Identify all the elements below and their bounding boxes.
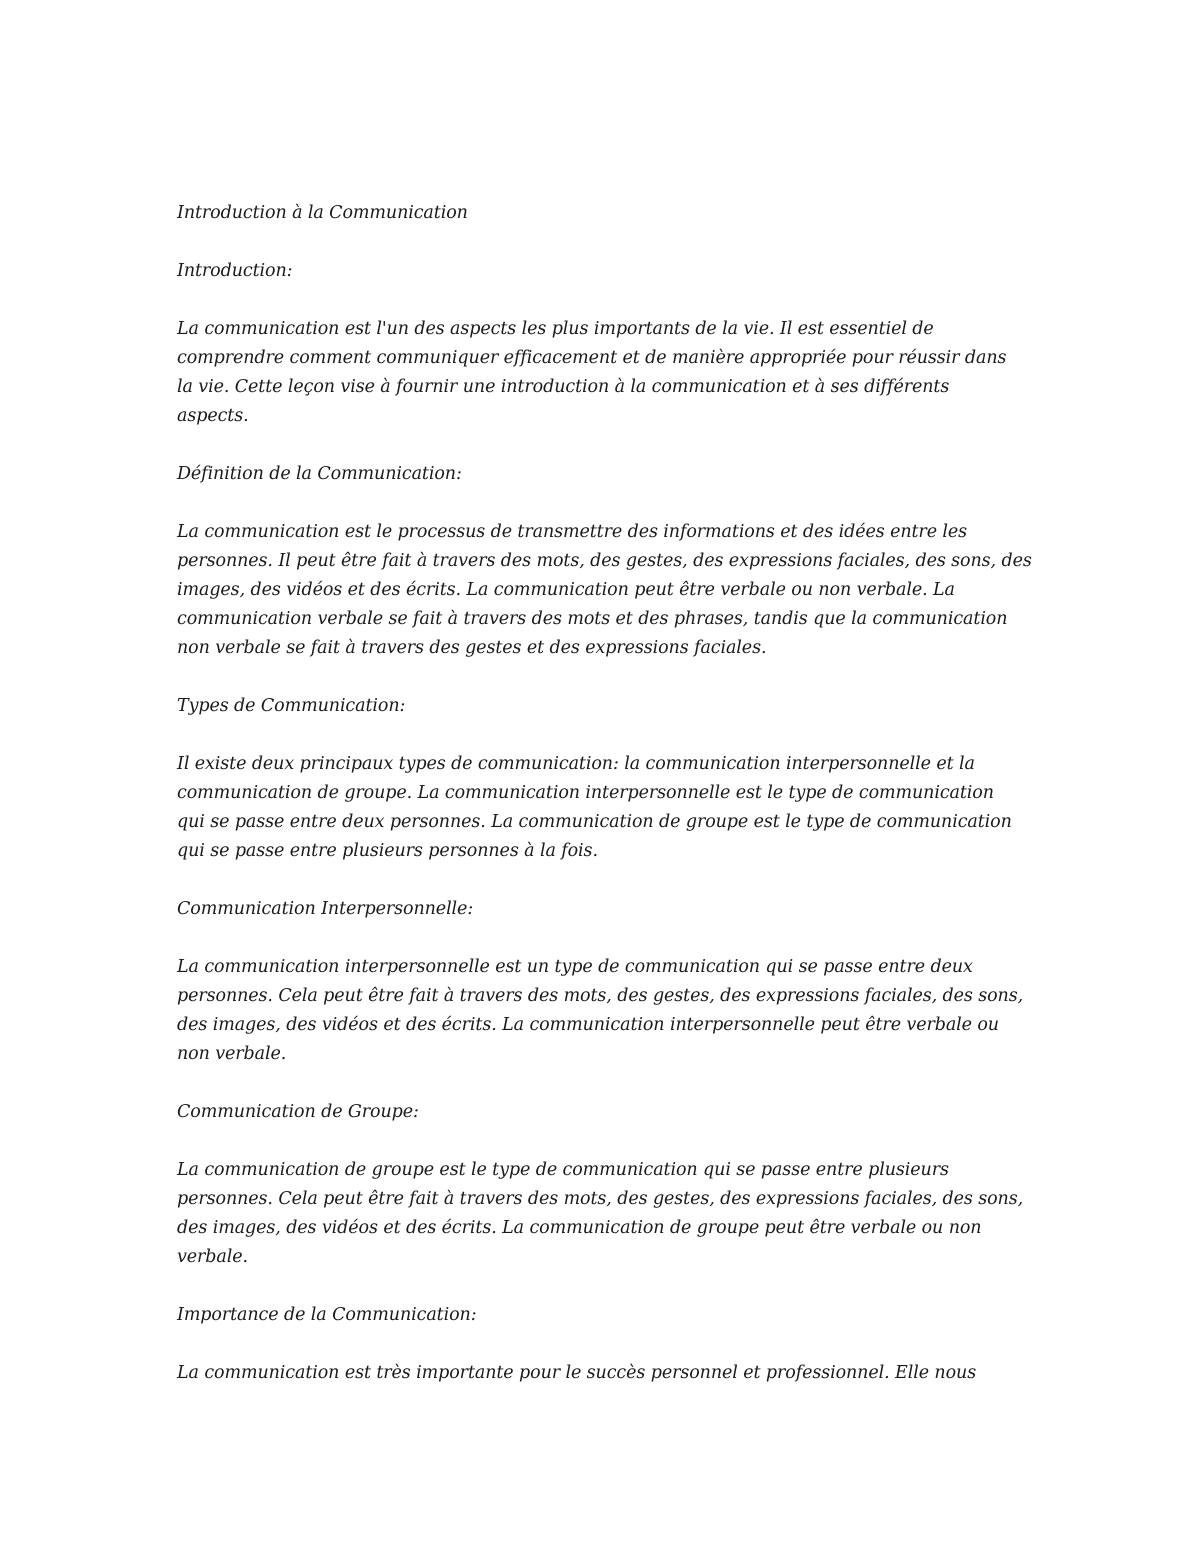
paragraph-spacer [177, 663, 1027, 692]
text-line: qui se passe entre deux personnes. La communication de groupe est le type de communication [177, 812, 1012, 832]
paragraph-spacer [177, 721, 1027, 750]
text-line: La communication est très importante pour le succès personnel et professionnel. Elle nous [177, 1363, 977, 1383]
text-line: qui se passe entre plusieurs personnes à la fois. [177, 841, 598, 861]
paragraph [177, 315, 1027, 431]
text-line: personnes. Il peut être fait à travers des mots, des gestes, des expressions faciales, des sons, des [177, 551, 1032, 571]
paragraph [177, 518, 1032, 663]
text-line: personnes. Cela peut être fait à travers des mots, des gestes, des expressions faciales, des sons, [177, 986, 1024, 1006]
paragraph [177, 953, 1027, 1069]
paragraph-spacer [177, 1330, 1027, 1359]
paragraph-spacer [177, 489, 1027, 518]
section-heading [177, 895, 1027, 924]
text-line: non verbale. [177, 1044, 287, 1064]
paragraph-spacer [177, 286, 1027, 315]
text-line: Importance de la Communication: [177, 1305, 477, 1325]
paragraph-spacer [177, 866, 1027, 895]
text-line: La communication est l'un des aspects les plus importants de la vie. Il est essentiel de [177, 319, 934, 339]
section-heading [177, 692, 1027, 721]
text-line: La communication est le processus de transmettre des informations et des idées entre les [177, 522, 968, 542]
text-line: images, des vidéos et des écrits. La communication peut être verbale ou non verbale. La [177, 580, 955, 600]
text-line: Communication Interpersonnelle: [177, 899, 474, 919]
paragraph-spacer [177, 1272, 1027, 1301]
text-line: des images, des vidéos et des écrits. La communication interpersonnelle peut être verbale ou [177, 1015, 999, 1035]
paragraph-spacer [177, 1069, 1027, 1098]
text-line: personnes. Cela peut être fait à travers des mots, des gestes, des expressions faciales, des sons, [177, 1189, 1024, 1209]
text-line: La communication de groupe est le type de communication qui se passe entre plusieurs [177, 1160, 949, 1180]
text-line: des images, des vidéos et des écrits. La communication de groupe peut être verbale ou non [177, 1218, 982, 1238]
text-line: communication verbale se fait à travers des mots et des phrases, tandis que la communication [177, 609, 1008, 629]
text-line: Définition de la Communication: [177, 464, 462, 484]
text-line: la vie. Cette leçon vise à fournir une introduction à la communication et à ses différents [177, 377, 950, 397]
paragraph-spacer [177, 431, 1027, 460]
paragraph-spacer [177, 1127, 1027, 1156]
text-line: non verbale se fait à travers des gestes et des expressions faciales. [177, 638, 767, 658]
text-line: Introduction à la Communication [177, 203, 468, 223]
section-heading [177, 1301, 1027, 1330]
section-heading [177, 460, 1027, 489]
paragraph [177, 1156, 1027, 1272]
text-line: comprendre comment communiquer efficacement et de manière appropriée pour réussir dans [177, 348, 1007, 368]
text-line: Communication de Groupe: [177, 1102, 419, 1122]
section-heading [177, 257, 1027, 286]
paragraph [177, 750, 1027, 866]
text-line: La communication interpersonnelle est un type de communication qui se passe entre deux [177, 957, 973, 977]
paragraph-spacer [177, 228, 1027, 257]
text-line: Introduction: [177, 261, 293, 281]
paragraph-spacer [177, 924, 1027, 953]
text-line: aspects. [177, 406, 249, 426]
paragraph [177, 1359, 1027, 1388]
text-line: Il existe deux principaux types de communication: la communication interpersonnelle et la [177, 754, 975, 774]
section-heading [177, 1098, 1027, 1127]
document-page [177, 199, 1032, 1388]
text-line: communication de groupe. La communication interpersonnelle est le type de communication [177, 783, 994, 803]
text-line: verbale. [177, 1247, 248, 1267]
text-line: Types de Communication: [177, 696, 406, 716]
section-heading [177, 199, 1027, 228]
